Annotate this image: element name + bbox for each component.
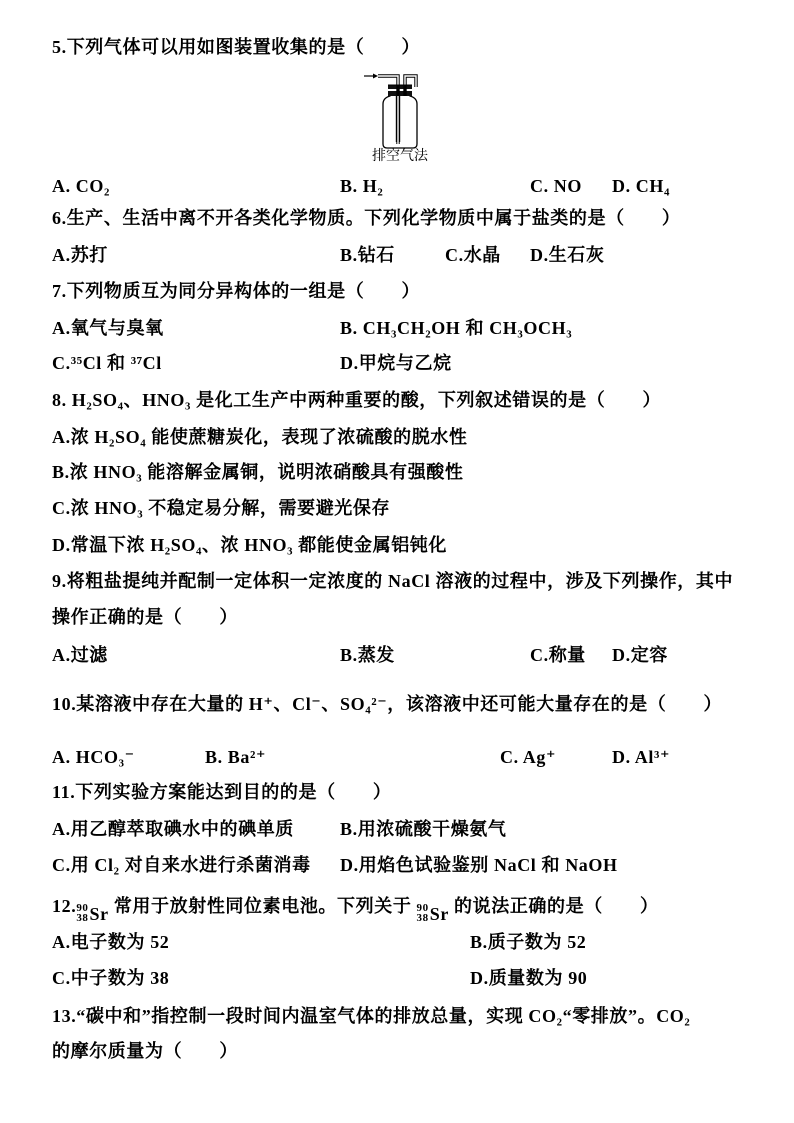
q12-stem	[52, 895, 659, 925]
q11-option-a: A.用乙醇萃取碘水中的碘单质	[52, 819, 294, 839]
q5-option-b: B. H₂	[340, 176, 384, 196]
q9-option-a: A.过滤	[52, 645, 108, 665]
q13-stem-line-2: 的摩尔质量为（ ）	[52, 1041, 238, 1061]
q12-stem-end: 的说法正确的是（ ）	[448, 896, 659, 916]
q10-option-a: A. HCO₃⁻	[52, 747, 135, 767]
q8-option-a: A.浓 H₂SO₄ 能使蔗糖炭化，表现了浓硫酸的脱水性	[52, 427, 468, 447]
q12-option-d: D.质量数为 90	[470, 968, 588, 988]
q6-option-d: D.生石灰	[530, 245, 605, 265]
q9-stem-line-2: 操作正确的是（ ）	[52, 607, 238, 627]
q9-stem-line-1: 9.将粗盐提纯并配制一定体积一定浓度的 NaCl 溶液的过程中，涉及下列操作，其中	[52, 571, 734, 591]
q10-option-d: D. Al³⁺	[612, 747, 671, 767]
q12-option-a: A.电子数为 52	[52, 932, 170, 952]
q9-option-d: D.定容	[612, 645, 668, 665]
q5-option-d: D. CH₄	[612, 176, 670, 196]
q8-option-d: D.常温下浓 H₂SO₄、浓 HNO₃ 都能使金属铝钝化	[52, 535, 448, 555]
q12-option-b: B.质子数为 52	[470, 932, 587, 952]
q11-option-b: B.用浓硫酸干燥氨气	[340, 819, 507, 839]
q11-option-c: C.用 Cl₂ 对自来水进行杀菌消毒	[52, 855, 311, 875]
q12-option-c: C.中子数为 38	[52, 968, 170, 988]
q5-stem: 5.下列气体可以用如图装置收集的是（ ）	[52, 37, 421, 57]
mass-number: 90	[416, 902, 429, 914]
gas-collection-bottle-icon	[360, 64, 440, 150]
q6-stem: 6.生产、生活中离不开各类化学物质。下列化学物质中属于盐类的是（ ）	[52, 208, 681, 228]
q6-option-c: C.水晶	[445, 245, 501, 265]
q6-option-a: A.苏打	[52, 245, 108, 265]
q7-stem: 7.下列物质互为同分异构体的一组是（ ）	[52, 281, 421, 301]
q13-stem-line-1: 13.“碳中和”指控制一段时间内温室气体的排放总量，实现 CO₂“零排放”。CO₂	[52, 1006, 691, 1026]
q7-option-a: A.氧气与臭氧	[52, 318, 164, 338]
q5-option-c: C. NO	[530, 176, 582, 196]
q8-option-c: C.浓 HNO₃ 不稳定易分解，需要避光保存	[52, 498, 391, 518]
isotope-notation	[417, 903, 449, 925]
q9-option-c: C.称量	[530, 645, 586, 665]
q8-stem: 8. H₂SO₄、HNO₃ 是化工生产中两种重要的酸，下列叙述错误的是（ ）	[52, 390, 662, 410]
figure-caption: 排空气法	[372, 149, 428, 164]
q11-stem: 11.下列实验方案能达到目的的是（ ）	[52, 782, 392, 802]
q12-stem-middle: 常用于放射性同位素电池。下列关于	[108, 896, 417, 916]
q10-stem: 10.某溶液中存在大量的 H⁺、Cl⁻、SO₄²⁻，该溶液中还可能大量存在的是（ ）	[52, 694, 723, 714]
q6-option-b: B.钻石	[340, 245, 395, 265]
atomic-number: 38	[416, 912, 429, 924]
q11-option-d: D.用焰色试验鉴别 NaCl 和 NaOH	[340, 855, 618, 875]
atomic-number: 38	[76, 912, 89, 924]
q5-option-a: A. CO₂	[52, 176, 110, 196]
q9-option-b: B.蒸发	[340, 645, 395, 665]
element-symbol: Sr	[429, 904, 449, 924]
q12-number: 12.	[52, 896, 77, 916]
element-symbol: Sr	[89, 904, 109, 924]
q10-option-b: B. Ba²⁺	[205, 747, 267, 767]
mass-number: 90	[76, 902, 89, 914]
q7-option-b: B. CH₃CH₂OH 和 CH₃OCH₃	[340, 318, 573, 338]
q8-option-b: B.浓 HNO₃ 能溶解金属铜，说明浓硝酸具有强酸性	[52, 462, 464, 482]
q10-option-c: C. Ag⁺	[500, 747, 557, 767]
q7-option-d: D.甲烷与乙烷	[340, 353, 452, 373]
q7-option-c: C.³⁵Cl 和 ³⁷Cl	[52, 353, 162, 373]
isotope-notation	[76, 903, 108, 925]
